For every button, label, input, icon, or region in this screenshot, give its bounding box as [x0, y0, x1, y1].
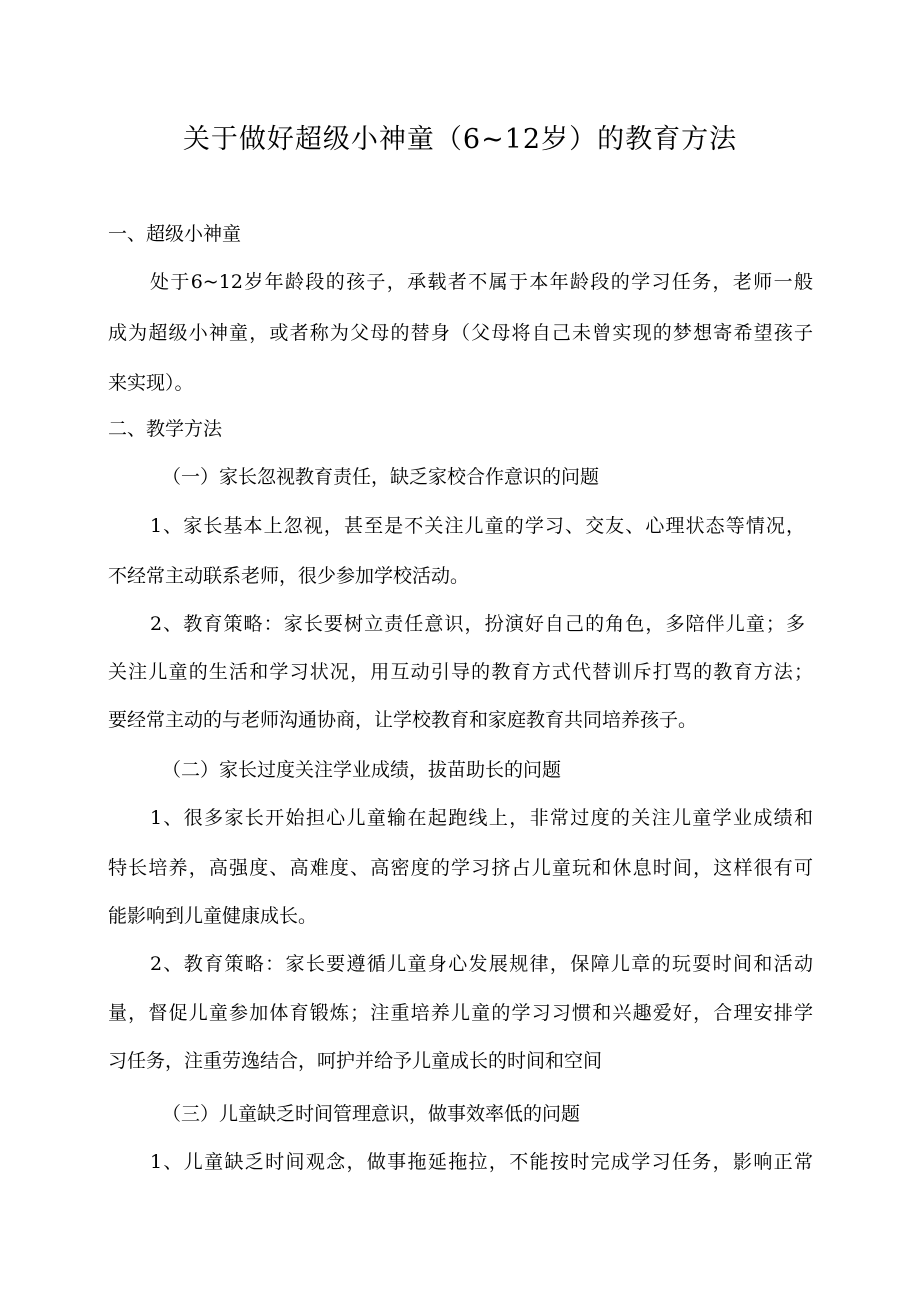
paragraph-line: 成为超级小神童，或者称为父母的替身（父母将自己未曾实现的梦想寄希望孩子: [108, 322, 813, 344]
paragraph-line: 关注儿童的生活和学习状况，用互动引导的教育方式代替训斥打骂的教育方法；: [108, 661, 813, 683]
subsection-title-3: （三）儿童缺乏时间管理意识，做事效率低的问题: [162, 1103, 581, 1125]
paragraph-line: 处于6~12岁年龄段的孩子，承载者不属于本年龄段的学习任务，老师一般: [150, 271, 813, 293]
paragraph-line: 不经常主动联系老师，很少参加学校活动。: [108, 565, 470, 587]
paragraph-line: 能影响到儿童健康成长。: [108, 905, 318, 927]
paragraph-line: 量，督促儿童参加体育锻炼；注重培养儿童的学习习惯和兴趣爱好，合理安排学: [108, 1002, 813, 1024]
section-heading-2: 二、教学方法: [108, 418, 223, 440]
document-title: 关于做好超级小神童（6~12岁）的教育方法: [182, 124, 738, 155]
paragraph-line: 1、儿童缺乏时间观念，做事拖延拖拉，不能按时完成学习任务，影响正常: [150, 1151, 813, 1173]
paragraph-line: 来实现）。: [108, 372, 194, 394]
paragraph-line: 特长培养，高强度、高难度、高密度的学习挤占儿童玩和休息时间，这样很有可: [108, 857, 813, 879]
subsection-title-1: （一）家长忽视教育责任，缺乏家校合作意识的问题: [162, 466, 600, 488]
paragraph-line: 2、教育策略：家长要遵循儿童身心发展规律，保障儿章的玩耍时间和活动: [150, 953, 813, 975]
paragraph-line: 1、很多家长开始担心儿童输在起跑线上，非常过度的关注儿童学业成绩和: [150, 807, 813, 829]
section-heading-1: 一、超级小神童: [108, 223, 242, 245]
subsection-title-2: （二）家长过度关注学业成绩，拔苗助长的问题: [162, 759, 562, 781]
paragraph-line: 1、家长基本上忽视，甚至是不关注儿童的学习、交友、心理状态等情况，: [150, 515, 805, 537]
paragraph-line: 习任务，注重劳逸结合，呵护并给予儿童成长的时间和空间: [108, 1050, 603, 1072]
paragraph-line: 要经常主动的与老师沟通协商，让学校教育和家庭教育共同培养孩子。: [108, 709, 698, 731]
paragraph-line: 2、教育策略：家长要树立责任意识，扮演好自己的角色，多陪伴儿童；多: [150, 613, 805, 635]
